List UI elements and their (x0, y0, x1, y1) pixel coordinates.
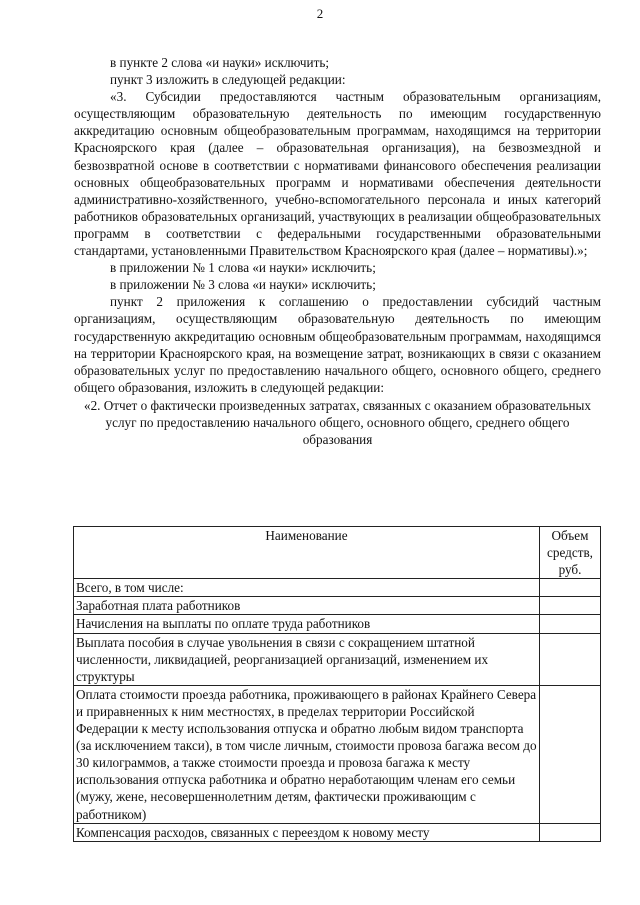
amount-cell (540, 579, 601, 597)
column-header-name: Наименование (74, 527, 540, 579)
cost-report-table (73, 526, 601, 842)
paragraph: в приложении № 1 слова «и науки» исключить; (110, 260, 376, 276)
paragraph: пункт 2 приложения к соглашению о предоставлении субсидий частным организациям, осуществляющим образовательную деятельность по имеющим государственную аккредитацию основным общеобразовательным программам, находящимся на территории Красноярского края, на возмещение затрат, возникающих в связи с оказанием образовательных услуг по предоставлению начального общего, основного общего, среднего общего образования, изложить в следующей редакции: (74, 294, 601, 395)
document-body (74, 54, 601, 448)
amount-cell (540, 633, 601, 685)
table-row (74, 633, 601, 685)
amount-cell (540, 685, 601, 823)
row-label: Всего, в том числе: (74, 579, 540, 597)
section-title: «2. Отчет о фактически произведенных затратах, связанных с оказанием образовательных услуг по предоставлению начального общего, основного общего, среднего общего образования (83, 397, 591, 448)
paragraph: в приложении № 3 слова «и науки» исключить; (110, 277, 376, 293)
table-row (74, 685, 601, 823)
row-label: Заработная плата работников (74, 597, 540, 615)
table-row (74, 597, 601, 615)
paragraph: пункт 3 изложить в следующей редакции: (110, 72, 346, 88)
paragraph: в пункте 2 слова «и науки» исключить; (110, 55, 330, 70)
amount-cell (540, 597, 601, 615)
amount-cell (540, 823, 601, 841)
row-label: Начисления на выплаты по оплате труда работников (74, 615, 540, 633)
row-label: Выплата пособия в случае увольнения в связи с сокращением штатной численности, ликвидацией, реорганизацией организаций, изменением их структуры (74, 633, 540, 685)
row-label: Оплата стоимости проезда работника, проживающего в районах Крайнего Севера и приравненных к ним местностях, в пределах территории Российской Федерации к месту использования отпуска и обратно любым видом транспорта (за исключением такси), в том числе личным, стоимости провоза багажа весом до 30 килограммов, а также стоимости проезда и провоза багажа к месту использования отпуска работника и обратно неработающим членам его семьи (мужу, жене, несовершеннолетним детям, фактически проживающим с работником) (74, 685, 540, 823)
amount-cell (540, 615, 601, 633)
page-number: 2 (316, 6, 324, 21)
table-row (74, 615, 601, 633)
row-label: Компенсация расходов, связанных с переездом к новому месту (74, 823, 540, 841)
table-header-row (74, 527, 601, 579)
paragraph: «3. Субсидии предоставляются частным образовательным организациям, осуществляющим образовательную деятельность по имеющим государственную аккредитацию основным общеобразовательным программам, находящимся на территории Красноярского края (далее – образовательная организация), на безвозмездной и безвозвратной основе в соответствии с нормативами финансового обеспечения реализации основных общеобразовательных программ и нормативами обеспечения деятельности административно-хозяйственного, учебно-вспомогательного персонала и иных категорий работников образовательных организаций, участвующих в реализации общеобразовательных программ в соответствии с федеральными государственными образовательными стандартами, установленными Правительством Красноярского края (далее – нормативы).»; (74, 89, 601, 259)
table-row (74, 579, 601, 597)
table-row (74, 823, 601, 841)
column-header-amount: Объем средств, руб. (540, 527, 601, 579)
